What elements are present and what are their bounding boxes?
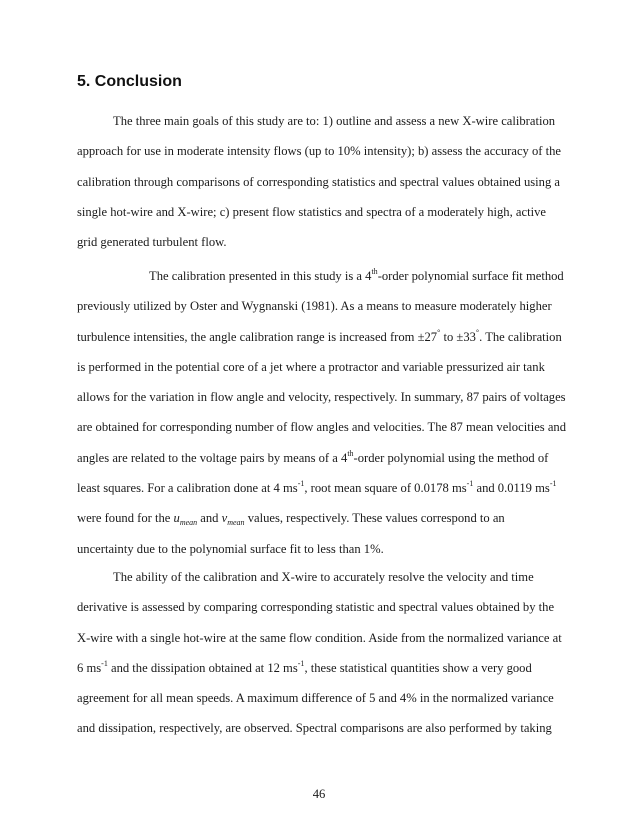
text-line: least squares. For a calibration done at 4 $ms^{-1}$, root mean square of 0.0178 $ms^{-1}$ and 0.0119 $ms^{-1}$	[77, 479, 557, 496]
text-line: previously utilized by Oster and Wygnanski (1981). As a means to measure moderately higher	[77, 299, 552, 314]
section-heading: 5. Conclusion	[77, 73, 182, 90]
text-line: derivative is assessed by comparing corresponding statistic and spectral values obtained by the	[77, 600, 555, 615]
text-line: The ability of the calibration and X-wire to accurately resolve the velocity and time	[113, 570, 534, 584]
text-line: uncertainty due to the polynomial surface fit to less than 1%.	[77, 541, 384, 556]
text-line: X-wire with a single hot-wire at the same flow condition. Aside from the normalized variance at	[77, 630, 562, 645]
u-mean-symbol: $u_{mean}$	[173, 511, 198, 528]
text-line: angles are related to the voltage pairs by means of a 4th-order polynomial using the method of	[77, 448, 549, 465]
text-line: agreement for all mean speeds. A maximum difference of 5 and 4% in the normalized variance	[77, 691, 554, 706]
paragraph-goals	[77, 106, 563, 257]
text-line: calibration through comparisons of corresponding statistics and spectral values obtained using a	[77, 174, 560, 189]
text-line: are obtained for corresponding number of flow angles and velocities. The 87 mean velocities and	[77, 420, 567, 435]
paragraph-calibration	[77, 261, 567, 564]
text-line: and dissipation, respectively, are observed. Spectral comparisons are also performed by taking	[77, 721, 552, 736]
text-line: The three main goals of this study are to: 1) outline and assess a new X-wire calibration	[113, 114, 556, 128]
text-line: grid generated turbulent flow.	[77, 235, 227, 250]
text-line: turbulence intensities, the angle calibration range is increased from ±27° to ±33°. The calibration	[77, 327, 562, 344]
text-line: were found for the $u_{mean}$ and $v_{mean}$ values, respectively. These values correspond to an	[77, 511, 505, 528]
page-number: 46	[312, 787, 326, 801]
text-line: allows for the variation in flow angle and velocity, respectively. In summary, 87 pairs of voltages	[77, 390, 566, 405]
text-line: approach for use in moderate intensity flows (up to 10% intensity); b) assess the accuracy of the	[77, 144, 562, 159]
text-line: single hot-wire and X-wire; c) present flow statistics and spectra of a moderately high, active	[77, 204, 546, 219]
text-line: The calibration presented in this study is a 4th-order polynomial surface fit method	[149, 267, 564, 283]
text-line: 6 $ms^{-1}$ and the dissipation obtained at 12 $ms^{-1}$, these statistical quantities show a very good	[77, 658, 532, 675]
paragraph-assessment	[77, 562, 563, 744]
text-line: is performed in the potential core of a jet where a protractor and variable pressurized air tank	[77, 359, 545, 374]
v-mean-symbol: $v_{mean}$	[221, 511, 245, 528]
